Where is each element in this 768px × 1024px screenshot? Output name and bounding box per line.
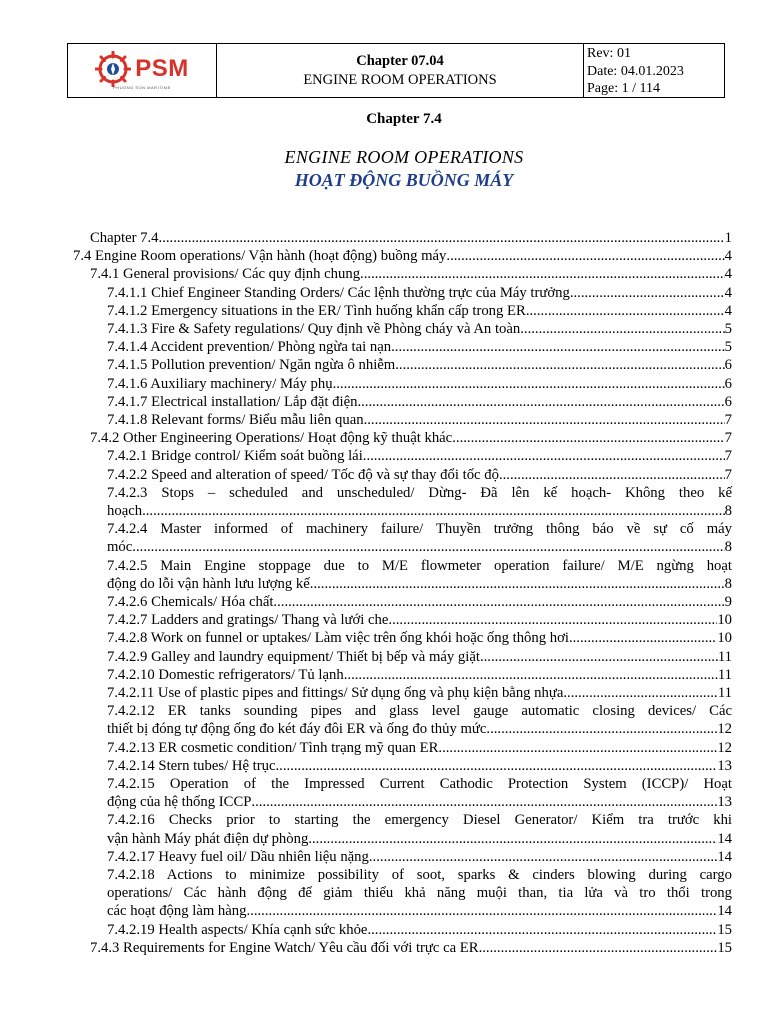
toc-entry-text: 7.4.2.10 Domestic refrigerators/ Tủ lạnh (107, 666, 344, 683)
toc-entry[interactable] (73, 247, 732, 265)
header-meta-cell (584, 44, 724, 97)
toc-page-number: 14 (717, 903, 732, 920)
toc-page-number: 1 (724, 230, 732, 246)
toc-entry[interactable] (90, 265, 732, 283)
title-english: ENGINE ROOM OPERATIONS (284, 147, 524, 167)
logo-subtext: PHUONG SON MARITIME (113, 85, 171, 90)
toc-leader-dots (357, 393, 724, 411)
toc-entry-text: 7.4.2.4 Master informed of machinery failure/ Thuyền trưởng thông báo về sự cố máy (107, 521, 732, 538)
toc-entry[interactable] (107, 921, 732, 939)
toc-page-number: 11 (717, 648, 732, 665)
toc-leader-dots (333, 375, 725, 393)
toc-entry[interactable] (107, 684, 732, 702)
toc-entry-text: động của hệ thống ICCP (107, 794, 252, 811)
toc-entry-text: 7.4.2.7 Ladders and gratings/ Thang và lưới che (107, 612, 389, 629)
toc-entry-text: 7.4.1.4 Accident prevention/ Phòng ngừa tai nạn (107, 339, 392, 356)
toc-entry[interactable] (107, 520, 732, 556)
toc-entry[interactable] (107, 302, 732, 320)
toc-entry[interactable] (90, 429, 732, 447)
toc-page-number: 4 (724, 284, 732, 301)
toc-entry[interactable] (107, 811, 732, 847)
toc-leader-dots (480, 648, 718, 666)
toc-page-number: 6 (724, 375, 732, 392)
toc-entry-text: 7.4.2.16 Checks prior to starting the emergency Diesel Generator/ Kiểm tra trước khi (107, 812, 732, 829)
toc-entry[interactable] (107, 557, 732, 593)
toc-leader-dots (570, 284, 725, 302)
toc-page-number: 15 (717, 921, 732, 938)
toc-entry[interactable] (107, 284, 732, 302)
toc-entry[interactable] (107, 866, 732, 921)
toc-page-number: 12 (717, 739, 732, 756)
toc-leader-dots (446, 247, 724, 265)
toc-entry[interactable] (90, 229, 732, 247)
toc-entry[interactable] (107, 447, 732, 465)
toc-page-number: 4 (724, 302, 732, 319)
header-title-cell (217, 44, 584, 97)
ship-wheel-icon (95, 51, 131, 87)
toc-page-number: 4 (724, 266, 732, 283)
toc-page-number: 5 (724, 339, 732, 356)
toc-leader-dots (569, 629, 717, 647)
toc-leader-dots (526, 302, 725, 320)
toc-entry[interactable] (107, 356, 732, 374)
toc-page-number: 13 (717, 794, 732, 811)
logo-cell (68, 44, 217, 97)
toc-leader-dots (310, 575, 725, 593)
toc-entry[interactable] (107, 375, 732, 393)
toc-page-number: 11 (717, 685, 732, 701)
toc-page-number: 6 (724, 393, 732, 410)
toc-entry-text: 7.4.2.9 Galley and laundry equipment/ Thiết bị bếp và máy giặt (107, 648, 480, 665)
toc-entry[interactable] (90, 939, 732, 957)
toc-entry-text: 7.4.2.11 Use of plastic pipes and fittings/ Sử dụng ống và phụ kiện bằng nhựa (107, 685, 564, 701)
toc-leader-dots (499, 466, 725, 484)
toc-entry-text: operations/ Các hành động để giảm thiểu khả năng muội than, tia lửa và tro thổi trong (107, 885, 732, 902)
header-page: Page: 1 / 114 (587, 81, 660, 96)
toc-leader-dots (395, 356, 724, 374)
logo-text: PSM (135, 55, 189, 82)
toc-entry[interactable] (107, 648, 732, 666)
toc-entry-text: móc (107, 539, 133, 556)
toc-leader-dots (275, 757, 717, 775)
toc-leader-dots (159, 229, 725, 247)
toc-leader-dots (367, 921, 717, 939)
toc-entry[interactable] (107, 393, 732, 411)
toc-leader-dots (563, 684, 717, 702)
toc-page-number: 11 (717, 666, 732, 683)
toc-entry[interactable] (107, 702, 732, 738)
header-title: ENGINE ROOM OPERATIONS (303, 71, 497, 88)
toc-entry-text: 7.4.2.14 Stern tubes/ Hệ trục (107, 757, 276, 774)
toc-page-number: 7 (724, 448, 732, 465)
toc-entry-text: 7.4.2.3 Stops – scheduled and unscheduled/ Dừng- Đã lên kế hoạch- Không theo kế (107, 484, 732, 501)
chapter-label: Chapter 7.4 (366, 111, 442, 127)
toc-entry-text: 7.4.2.2 Speed and alteration of speed/ Tốc độ và sự thay đổi tốc độ (107, 466, 499, 483)
toc-leader-dots (438, 739, 717, 757)
toc-leader-dots (452, 429, 724, 447)
toc-entry-text: các hoạt động làm hàng (107, 903, 247, 920)
document-header (67, 43, 725, 98)
toc-page-number: 4 (724, 248, 732, 265)
toc-entry-text: 7.4.1.5 Pollution prevention/ Ngăn ngừa ô nhiễm (107, 357, 396, 374)
toc-entry-text: 7.4.2.6 Chemicals/ Hóa chất (107, 594, 274, 610)
toc-page-number: 6 (724, 357, 732, 374)
toc-entry[interactable] (107, 757, 732, 775)
toc-leader-dots (479, 939, 718, 957)
toc-leader-dots (308, 830, 717, 848)
toc-leader-dots (520, 320, 724, 338)
toc-page-number: 8 (724, 503, 732, 519)
toc-leader-dots (391, 338, 725, 356)
toc-entry-text: 7.4.2.18 Actions to minimize possibility of soot, sparks & cinders blowing during cargo (107, 867, 732, 883)
toc-leader-dots (344, 666, 718, 684)
toc-page-number: 10 (717, 630, 732, 647)
toc-page-number: 7 (724, 412, 732, 428)
toc-entry[interactable] (107, 739, 732, 757)
toc-entry-text: hoạch (107, 503, 143, 519)
toc-leader-dots (486, 720, 717, 738)
toc-page-number: 7 (724, 430, 732, 447)
toc-entry-text: 7.4.2.8 Work on funnel or uptakes/ Làm việc trên ống khói hoặc ống thông hơi (107, 630, 569, 647)
title-vietnamese: HOẠT ĐỘNG BUỒNG MÁY (294, 170, 514, 190)
toc-entry-text: 7.4.1.7 Electrical installation/ Lắp đặt điện (107, 393, 358, 410)
header-chapter: Chapter 07.04 (356, 52, 444, 69)
toc-entry-text: 7.4.1.2 Emergency situations in the ER/ Tình huống khẩn cấp trong ER (107, 302, 526, 319)
toc-leader-dots (360, 265, 725, 283)
toc-page-number: 7 (724, 466, 732, 483)
toc-page-number: 14 (717, 848, 732, 865)
toc-entry[interactable] (107, 611, 732, 629)
toc-entry-text: 7.4.2.19 Health aspects/ Khía cạnh sức khỏe (107, 921, 368, 938)
toc-entry-text: 7.4 Engine Room operations/ Vận hành (hoạt động) buồng máy (73, 248, 447, 265)
toc-entry-text: 7.4.2.15 Operation of the Impressed Current Cathodic Protection System (ICCP)/ Hoạt (107, 776, 732, 792)
toc-entry[interactable] (107, 848, 732, 866)
toc-leader-dots (388, 611, 717, 629)
toc-page-number: 10 (717, 612, 732, 629)
toc-page-number: 14 (717, 830, 732, 847)
toc-page-number: 15 (717, 939, 732, 956)
toc-entry-text: 7.4.2.17 Heavy fuel oil/ Dầu nhiên liệu nặng (107, 848, 369, 865)
toc-entry-text: vận hành Máy phát điện dự phòng (107, 830, 309, 847)
toc-entry-text: 7.4.2.1 Bridge control/ Kiểm soát buồng lái (107, 448, 363, 465)
toc-page-number: 8 (724, 539, 732, 556)
toc-entry[interactable] (107, 338, 732, 356)
company-logo (95, 51, 189, 90)
toc-leader-dots (369, 848, 717, 866)
toc-page-number: 5 (724, 321, 732, 337)
toc-entry[interactable] (107, 775, 732, 811)
toc-entry-text: 7.4.1.8 Relevant forms/ Biểu mẫu liên quan (107, 412, 364, 428)
toc-leader-dots (246, 902, 717, 920)
toc-leader-dots (363, 447, 725, 465)
toc-entry-text: 7.4.1.6 Auxiliary machinery/ Máy phụ (107, 375, 333, 392)
toc-entry[interactable] (107, 484, 732, 520)
toc-entry-text: 7.4.2.5 Main Engine stoppage due to M/E flowmeter operation failure/ M/E ngừng hoạt (107, 557, 732, 574)
toc-entry-text: 7.4.1 General provisions/ Các quy định chung (90, 266, 361, 283)
header-date: Date: 04.01.2023 (587, 63, 684, 79)
toc-entry-text: 7.4.3 Requirements for Engine Watch/ Yêu cầu đối với trực ca ER (90, 939, 479, 956)
toc-leader-dots (142, 502, 725, 520)
toc-leader-dots (132, 538, 724, 556)
toc-entry[interactable] (107, 466, 732, 484)
toc-entry[interactable] (107, 593, 732, 611)
toc-entry-text: 7.4.2.12 ER tanks sounding pipes and glass level gauge automatic closing devices/ Các (107, 703, 732, 720)
toc-leader-dots (251, 793, 717, 811)
toc-entry-text: 7.4.2 Other Engineering Operations/ Hoạt động kỹ thuật khác (90, 430, 453, 447)
toc-entry-text: Chapter 7.4 (90, 230, 159, 246)
toc-entry-text: thiết bị đóng tự động ống đo két đáy đôi ER và ống đo thủy mức (107, 721, 487, 738)
toc-entry[interactable] (107, 320, 732, 338)
header-rev: Rev: 01 (587, 46, 631, 61)
toc-entry-text: động do lỗi vận hành lưu lượng kế (107, 575, 310, 592)
toc-entry-text: 7.4.1.1 Chief Engineer Standing Orders/ Các lệnh thường trực của Máy trưởng (107, 284, 570, 301)
toc-page-number: 13 (717, 757, 732, 774)
toc-page-number: 9 (724, 594, 732, 610)
toc-entry[interactable] (107, 629, 732, 647)
toc-page-number: 12 (717, 721, 732, 738)
toc-leader-dots (364, 411, 725, 429)
toc-leader-dots (273, 593, 724, 611)
toc-entry-text: 7.4.2.13 ER cosmetic condition/ Tình trạng mỹ quan ER (107, 739, 439, 756)
toc-entry-text: 7.4.1.3 Fire & Safety regulations/ Quy định về Phòng cháy và An toàn (107, 321, 521, 337)
toc-page-number: 8 (724, 575, 732, 592)
toc-entry[interactable] (107, 411, 732, 429)
toc-entry[interactable] (107, 666, 732, 684)
